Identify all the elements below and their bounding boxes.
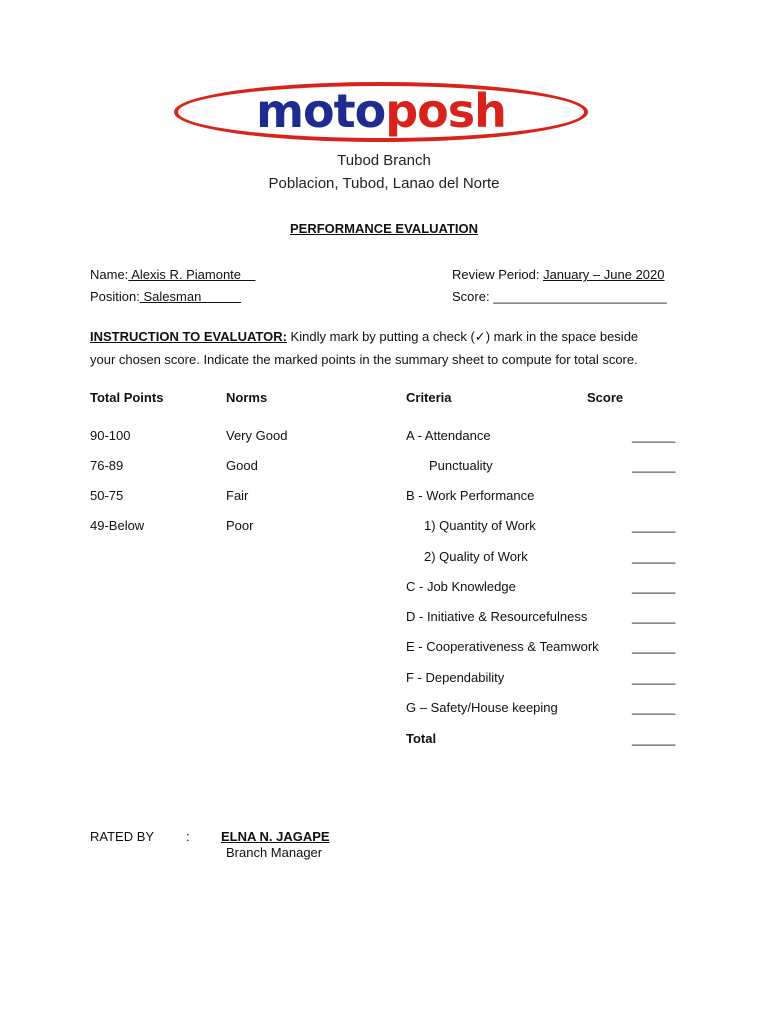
review-period-value: January – June 2020: [543, 267, 665, 282]
review-period-field: [452, 267, 665, 282]
logo-posh-text: posh: [385, 84, 506, 138]
score-label: Score:: [452, 289, 490, 304]
motoposh-logo: [174, 82, 588, 142]
criteria-score-blank: ______: [632, 518, 676, 533]
review-period-label: Review Period:: [452, 267, 540, 282]
criteria-item: C - Job Knowledge: [406, 579, 516, 594]
criteria-item: F - Dependability: [406, 670, 505, 685]
norm-label: Fair: [226, 488, 249, 503]
page-title: PERFORMANCE EVALUATION: [289, 221, 479, 236]
criteria-total-blank: ______: [632, 731, 676, 746]
signatory-name: ELNA N. JAGAPE: [221, 829, 330, 844]
norm-points: 76-89: [90, 458, 124, 473]
criteria-score-blank: ______: [632, 609, 676, 624]
branch-name: Tubod Branch: [337, 152, 431, 169]
norm-label: Very Good: [226, 428, 288, 443]
criteria-score-blank: ______: [632, 670, 676, 685]
score-blank: ________________________: [493, 289, 667, 304]
rated-by-colon: :: [186, 829, 190, 844]
logo-moto-text: moto: [256, 84, 386, 138]
name-field: [90, 267, 255, 282]
logo-wordmark: [174, 82, 588, 142]
signatory-title: Branch Manager: [226, 845, 323, 860]
criteria-score-blank: ______: [632, 639, 676, 654]
branch-address: Poblacion, Tubod, Lanao del Norte: [268, 175, 500, 192]
name-label: Name:: [90, 267, 129, 282]
criteria-score-blank: ______: [632, 428, 676, 443]
norm-points: 50-75: [90, 488, 124, 503]
instruction-line-1: [90, 329, 638, 345]
name-value: Alexis R. Piamonte: [128, 267, 256, 282]
criteria-item: G – Safety/House keeping: [406, 700, 558, 715]
position-label: Position:: [90, 289, 140, 304]
criteria-score-blank: ______: [632, 700, 676, 715]
norm-label: Poor: [226, 518, 254, 533]
criteria-score-blank: ______: [632, 549, 676, 564]
criteria-item: B - Work Performance: [406, 488, 535, 503]
criteria-item: A - Attendance: [406, 428, 491, 443]
instruction-text-1: Kindly mark by putting a check (✓) mark in the space beside: [286, 329, 639, 344]
position-field: [90, 289, 241, 304]
criteria-item: 1) Quantity of Work: [424, 518, 536, 533]
norm-points: 49-Below: [90, 518, 145, 533]
col-score: Score: [587, 390, 624, 405]
criteria-item: 2) Quality of Work: [424, 549, 528, 564]
instruction-heading: INSTRUCTION TO EVALUATOR:: [90, 329, 287, 344]
criteria-total-label: Total: [406, 731, 437, 746]
rated-by-label: RATED BY: [90, 829, 155, 844]
col-norms: Norms: [226, 390, 268, 405]
instruction-line-2: your chosen score. Indicate the marked points in the summary sheet to compute for total score.: [90, 352, 638, 367]
criteria-score-blank: ______: [632, 579, 676, 594]
col-criteria: Criteria: [406, 390, 452, 405]
col-total-points: Total Points: [90, 390, 164, 405]
norm-points: 90-100: [90, 428, 131, 443]
norm-label: Good: [226, 458, 258, 473]
score-field: [452, 289, 667, 304]
criteria-item: Punctuality: [429, 458, 493, 473]
criteria-item: E - Cooperativeness & Teamwork: [406, 639, 599, 654]
criteria-item: D - Initiative & Resourcefulness: [406, 609, 588, 624]
position-value: Salesman: [139, 289, 242, 304]
criteria-score-blank: ______: [632, 458, 676, 473]
